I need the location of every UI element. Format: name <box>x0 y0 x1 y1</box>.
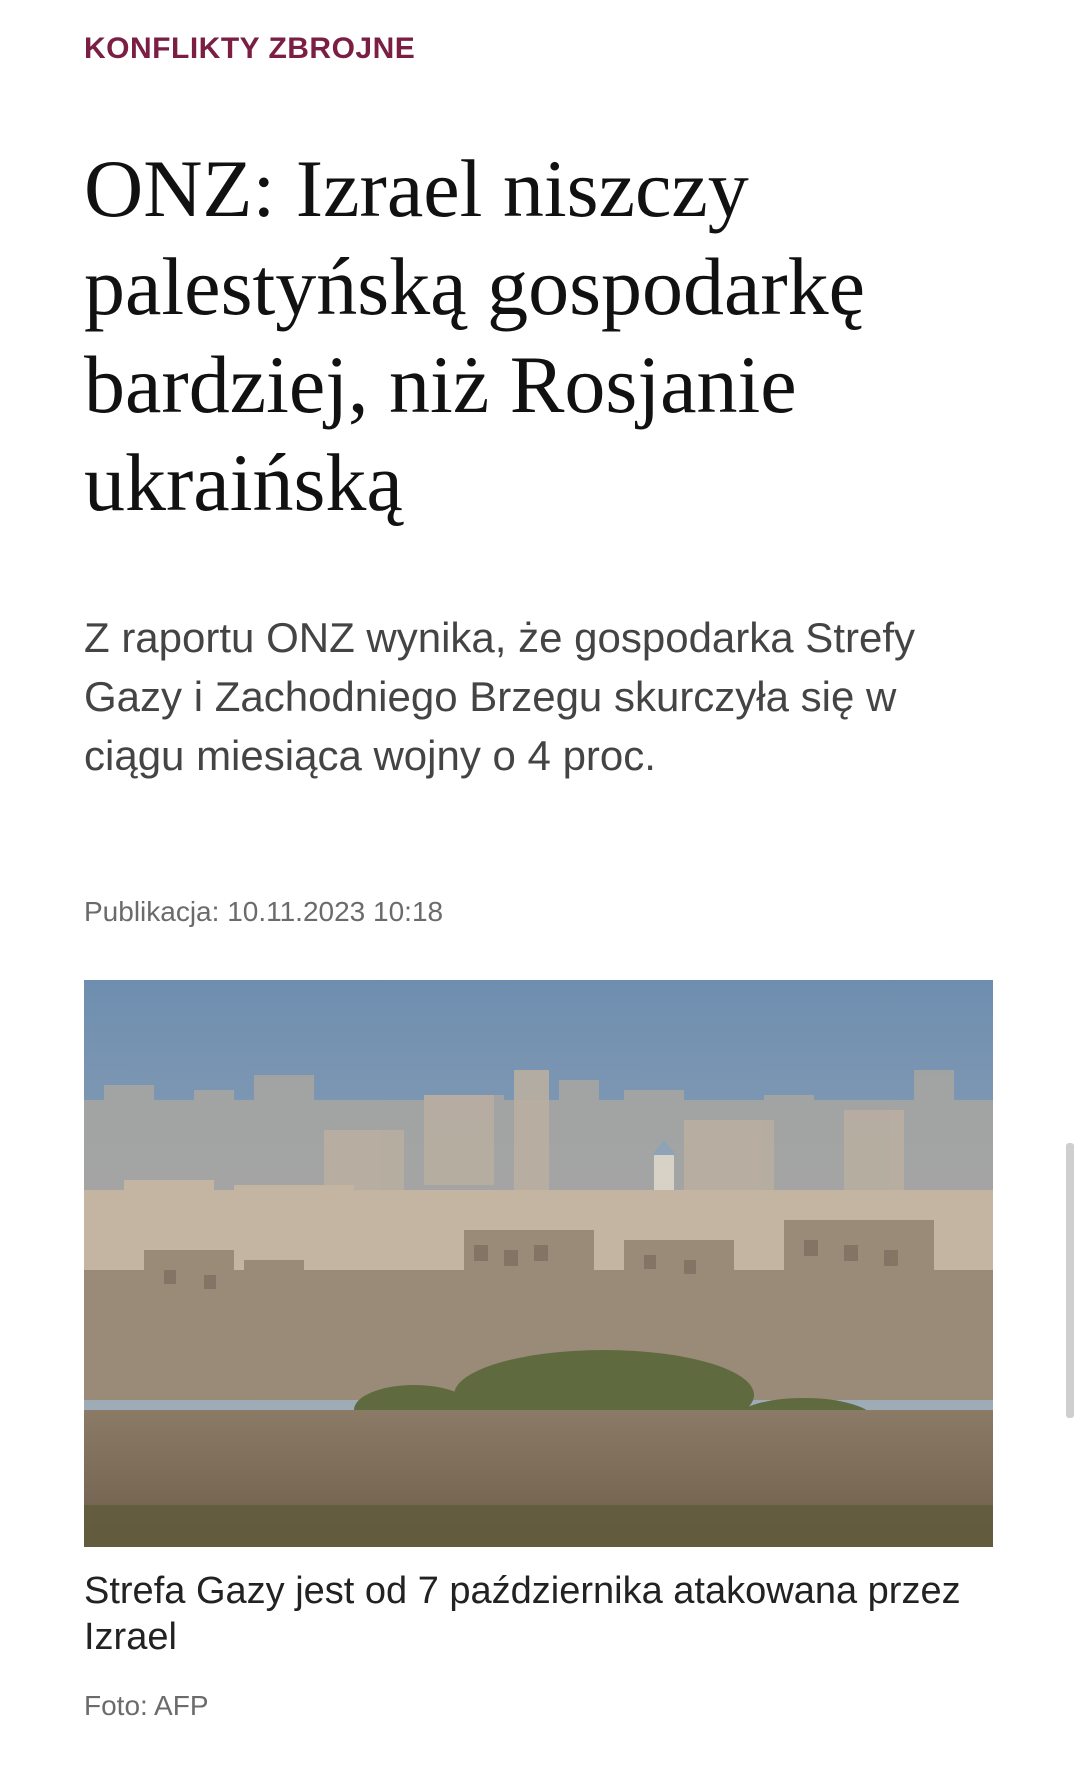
publication-date <box>84 896 443 928</box>
photo-caption: Strefa Gazy jest od 7 października atakowana przez Izrael <box>84 1570 961 1658</box>
article-photo[interactable] <box>84 980 993 1547</box>
category-label[interactable]: KONFLIKTY ZBROJNE <box>84 32 416 65</box>
publication-label: Publikacja: <box>84 896 220 927</box>
publication-timestamp: 10.11.2023 10:18 <box>227 896 444 927</box>
scrollbar-thumb[interactable] <box>1066 1143 1074 1418</box>
article-lead: Z raportu ONZ wynika, że gospodarka Strefy Gazy i Zachodniego Brzegu skurczyła się w ciągu miesiąca wojny o 4 proc. <box>84 614 915 779</box>
article-title: ONZ: Izrael niszczy palestyńską gospodarkę bardziej, niż Rosjanie ukraińską <box>84 143 866 528</box>
photo-credit: Foto: AFP <box>84 1690 209 1721</box>
